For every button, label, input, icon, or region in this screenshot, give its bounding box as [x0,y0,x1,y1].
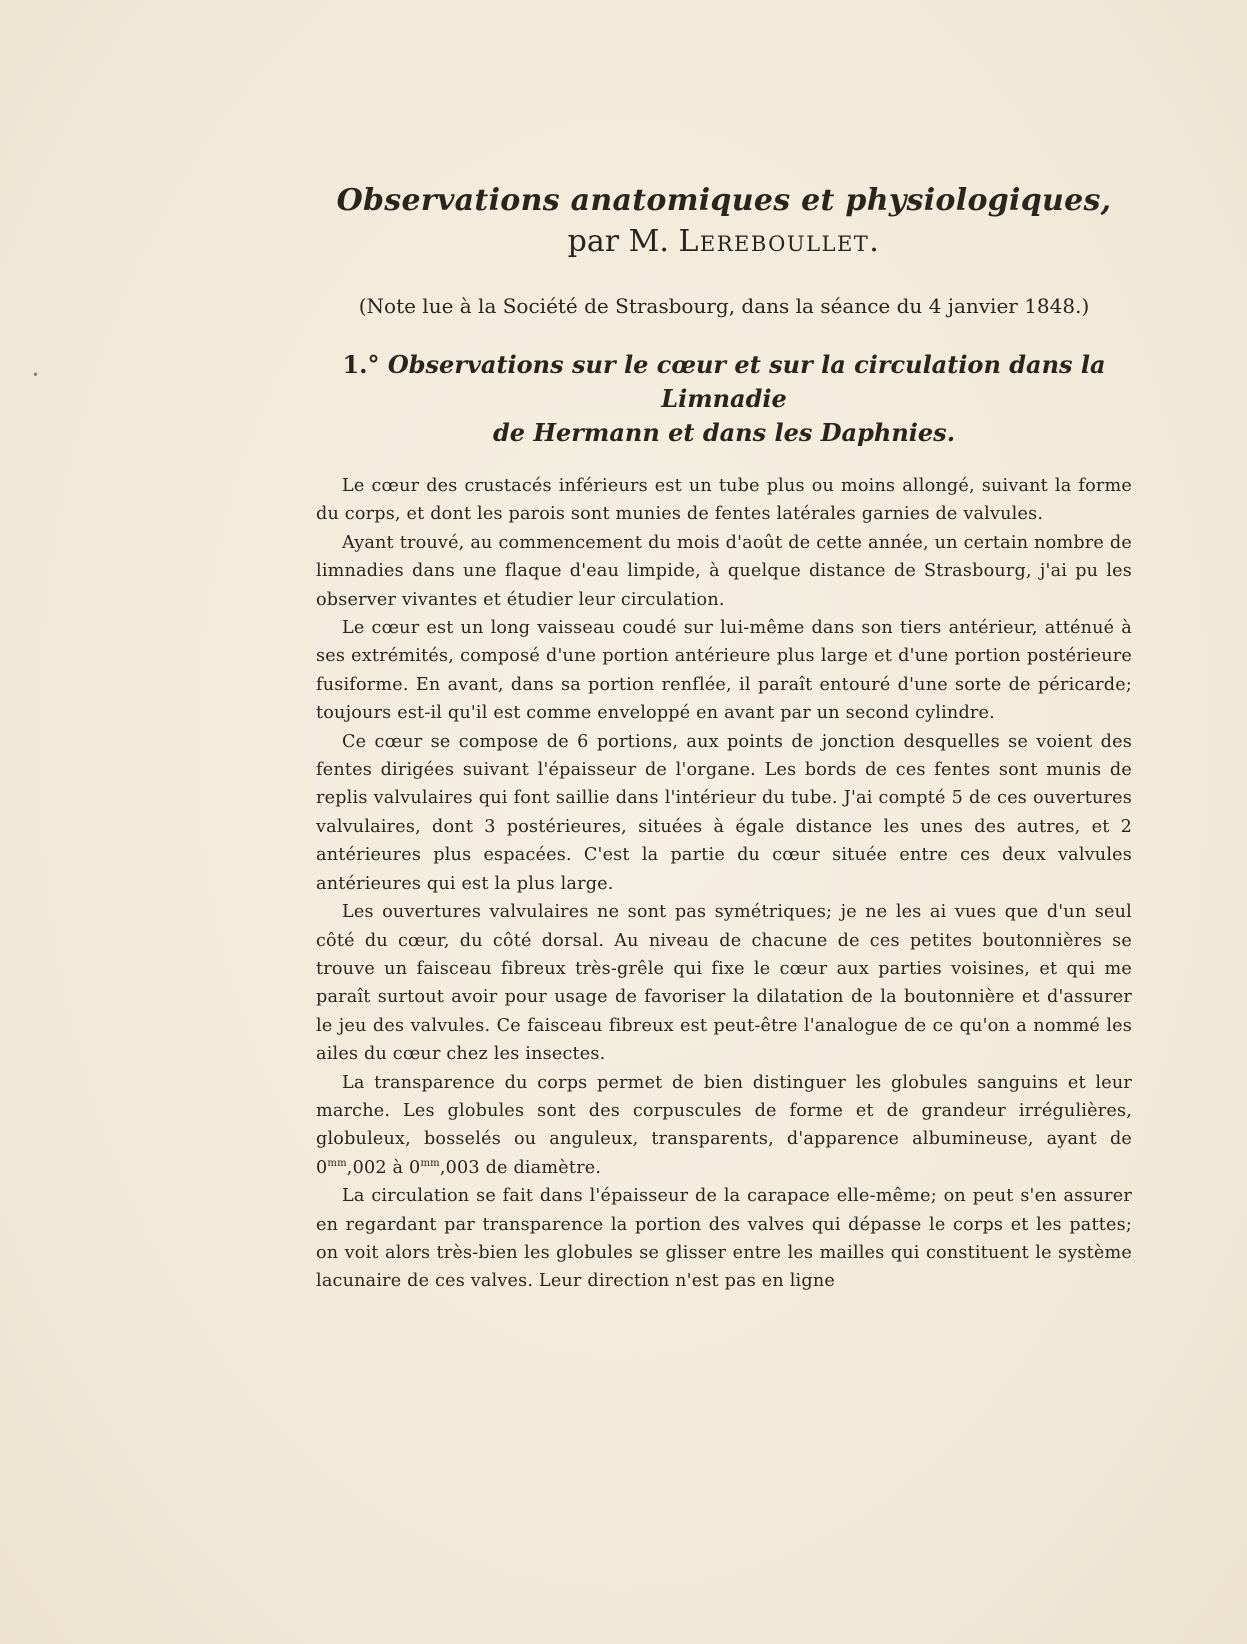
section-number: 1.° [342,350,380,379]
author-name: Lereboullet. [678,224,881,259]
paragraph-text: La transparence du corps permet de bien distinguer les globules sanguins et leur marche. Les globules sont des corpuscules de forme et de grandeur irrégulières, globuleux, bosselés ou anguleux, transparents, d'apparence albumineuse, [316,1072,1132,1150]
section-heading-line1 [316,348,1132,416]
paragraph: La circulation se fait dans l'épaisseur de la carapace elle-même; on peut s'en assurer en regardant par transparence la portion des valves qui dépasse le corps et les pattes; on voit alors très-bien les globules se glisser entre les mailles qui constituent le système lacunaire de ces valves. Leur direction n'est pas en ligne [316,1186,1132,1292]
paragraph [316,1069,1132,1183]
article-title: Observations anatomiques et physiologiques, [336,183,1112,218]
paragraph: Le cœur est un long vaisseau coudé sur lui-même dans son tiers antérieur, atténué à ses extrémités, composé d'une portion antérieure plus large et d'une portion postérieure fusiforme. En avant, dans sa portion renflée, il paraît entouré d'une sorte de péricarde; toujours est-il qu'il est comme enveloppé en avant par un second cylindre. [316,618,1132,724]
section-heading [316,348,1132,450]
section-heading-line2: de Hermann et dans les Daphnies. [492,418,956,447]
margin-mark: • [32,368,40,382]
body-text [316,472,1132,1296]
paragraph: Le cœur des crustacés inférieurs est un tube plus ou moins allongé, suivant la forme du corps, et dont les parois sont munies de fentes latérales garnies de valvules. [316,476,1132,525]
section-heading-text1: Observations sur le cœur et sur la circulation dans la Limnadie [387,350,1106,413]
paragraph: Ayant trouvé, au commencement du mois d'août de cette année, un certain nombre de limnadies dans une flaque d'eau limpide, à quelque distance de Strasbourg, j'ai pu les observer vivantes et étudier leur circulation. [316,532,1132,610]
measure-value1: ,002 à 0 [346,1157,421,1178]
author-line [316,222,1132,262]
measure-value2: ,003 de diamètre. [439,1157,602,1178]
page-content [316,180,1132,1296]
unit-superscript: mm [327,1157,347,1169]
unit-superscript: mm [420,1157,440,1169]
paragraph: Les ouvertures valvulaires ne sont pas symétriques; je ne les ai vues que d'un seul côté du cœur, du côté dorsal. Au niveau de chacune de ces petites boutonnières se trouve un faisceau fibreux très-grêle qui fixe le cœur aux parties voisines, et qui me paraît surtout avoir pour usage de favoriser la dilatation de la boutonnière et d'assurer le jeu des valvules. Ce faisceau fibreux est peut-être l'analogue de ce qu'on a nommé les ailes du cœur chez les insectes. [316,902,1132,1065]
author-prefix: par M. [567,224,669,259]
reading-note: (Note lue à la Société de Strasbourg, dans la séance du 4 janvier 1848.) [358,294,1090,318]
paragraph: Ce cœur se compose de 6 portions, aux points de jonction desquelles se voient des fentes dirigées suivant l'épaisseur de l'organe. Les bords de ces fentes sont munis de replis valvulaires qui font saillie dans l'intérieur du tube. J'ai compté 5 de ces ouvertures valvulaires, dont 3 postérieures, situées à égale distance les unes des autres, et 2 antérieures plus espacées. C'est la partie du cœur située entre ces deux valvules antérieures qui est la plus large. [316,731,1132,894]
measure-prefix: ayant de 0 [316,1129,1133,1178]
